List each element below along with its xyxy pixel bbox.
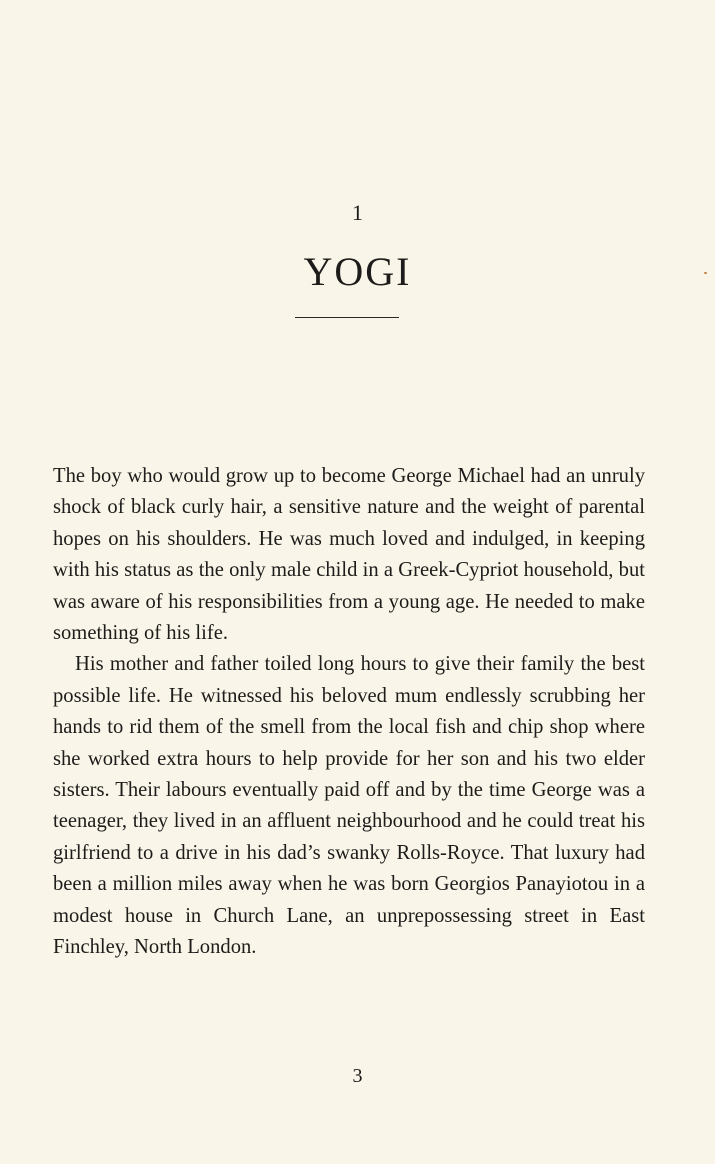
page-number: 3 (352, 1065, 363, 1087)
paragraph-1: The boy who would grow up to become George Michael had an unruly shock of black curly hair, a sensitive nature and the weight of parental hopes on his shoulders. He was much loved and indulged, in keeping with his status as the only male child in a Greek-Cypriot household, but was aware of his responsibilities from a young age. He needed to make something of his life. (53, 465, 645, 645)
chapter-number: 1 (352, 200, 363, 225)
chapter-body (53, 461, 645, 964)
paragraph-2: His mother and father toiled long hours to give their family the best possible life. He witnessed his beloved mum endlessly scrubbing her hands to rid them of the smell from the local fish and chip shop where she worked extra hours to help provide for her son and his two elder sisters. Their labours eventually paid off and by the time George was a teenager, they lived in an affluent neighbourhood and he could treat his girlfriend to a drive in his dad’s swanky Rolls-Royce. That luxury had been a million miles away when he was born Georgios Panayiotou in a modest house in Church Lane, an unprepossessing street in East Finchley, North London. (53, 653, 645, 959)
chapter-title: YOGI (303, 249, 412, 294)
paper-speck (704, 272, 707, 274)
chapter-divider (295, 317, 399, 318)
